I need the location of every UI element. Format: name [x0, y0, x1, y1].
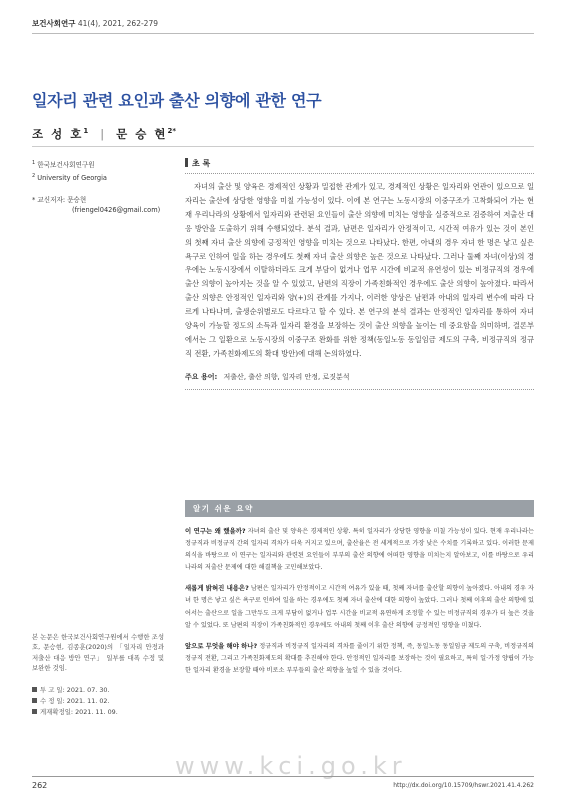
received-date: [32, 685, 164, 696]
easy-summary-heading: 알기 쉬운 요약: [185, 500, 534, 517]
kci-watermark: www.kci.go.kr: [175, 752, 407, 780]
received-label: 투 고 일:: [40, 686, 65, 695]
revised-date: [32, 696, 164, 707]
author-line: [32, 126, 176, 142]
affiliation-1-text: 한국보건사회연구원: [37, 161, 95, 170]
affiliation-1: [32, 158, 174, 170]
keywords-text: 저출산, 출산 의향, 일자리 안정, 로짓분석: [223, 372, 350, 381]
paper-title: 일자리 관련 요인과 출산 의향에 관한 연구: [32, 91, 322, 110]
easy-summary-paragraph-1: [185, 525, 534, 574]
journal-header: [32, 18, 158, 29]
page-number: 262: [32, 781, 48, 790]
square-bullet-icon: [32, 687, 37, 692]
easy-summary-paragraph-3: [185, 640, 534, 677]
easy-summary-paragraph-2: [185, 582, 534, 631]
keywords-label: 주요 용어:: [185, 372, 218, 381]
revised-label: 수 정 일:: [40, 697, 65, 706]
publication-dates: [32, 685, 164, 718]
corresponding-author: [32, 195, 174, 215]
header-divider: [32, 33, 534, 34]
paper-note: 본 논문은 한국보건사회연구원에서 수행한 조성호, 문승현, 김종훈(2020)의 「일자리 안정과 저출산 대응 방안 연구」 일부를 대폭 수정 및 보완한 것임.: [32, 633, 164, 672]
abstract-heading: [185, 158, 534, 174]
abstract-body: 자녀의 출산 및 양육은 경제적인 상황과 밀접한 관계가 있고, 경제적인 상황은 일자리와 연관이 있으므로 일자리는 출산에 상당한 영향을 미칠 가능성이 있다. 이에 본 연구는 노동시장의 이중구조가 고착화되어 가는 현재 우리나라의 상황에서 일자리와 관련된 요인들이 출산 의향에 미치는 영향을 실증적으로 검증하여 저출산 대응 방안을 도출하기 위해 수행되었다. 분석 결과, 남편은 일자리가 안정적이고, 시간적 여유가 있는 것이 본인의 첫째 자녀 출산 의향에 긍정적인 영향을 미치는 것으로 나타났다. 한편, 아내의 경우 자녀 한 명은 낳고 싶은 욕구로 인하여 일을 하는 경우에도 첫째 자녀 출산 의향은 높은 것으로 나타났다. 그러나 둘째 자녀(이상)의 경우에는 노동시장에서 이탈하더라도 크게 부담이 없거나 업무 시간에 비교적 유연성이 있는 비정규직의 경우에 출산 의향이 높아지는 것을 알 수 있었고, 남편의 직장이 가족친화적인 경우에도 출산 의향이 높아졌다. 따라서 출산 의향은 안정적인 일자리와 양(+)의 관계를 가지나, 이러한 양상은 남편과 아내의 일자리 변수에 따라 다르게 나타나며, 출생순위별로도 다르다고 할 수 있다. 본 연구의 분석 결과는 안정적인 일자리를 통하여 자녀 양육이 가능할 정도의 소득과 일자리 환경을 보장하는 것이 출산 의향을 높이는 데 중요함을 의미하며, 결론부에서는 그 일환으로 노동시장의 이중구조 완화를 위한 정책(동일노동 동일임금 제도의 구축, 비정규직의 정규직 전환, 가족친화제도의 확대 방안)에 대해 논의하였다.: [185, 182, 534, 358]
affiliation-2: [32, 171, 174, 183]
author-2-marker: 2*: [167, 127, 176, 136]
journal-name: 보건사회연구: [32, 19, 76, 28]
corresponding-author-label: * 교신저자: 문승현: [32, 196, 87, 205]
square-bullet-icon: [32, 709, 37, 714]
easy-summary-question-3: 앞으로 무엇을 해야 하나?: [185, 641, 258, 650]
easy-summary-answer-3: 정규직과 비정규직 일자리의 격차를 줄이기 위한 정책, 즉, 동일노동 동일임금 제도의 구축, 비정규직의 정규직 전환, 그리고 가족친화제도의 확대를 추진해야 한다. 안정적인 일자리를 보장하는 것이 필요하고, 특히 일·가정 양립이 가능한 일자리 환경을 보장할 때야 비로소 부부들의 출산 의향을 높일 수 있을 것이다.: [185, 642, 535, 674]
doi-link[interactable]: http://dx.doi.org/10.15709/hswr.2021.41.4.262: [393, 782, 534, 789]
square-bullet-icon: [32, 698, 37, 703]
publication-info: [32, 632, 164, 718]
heading-bar-icon: [185, 158, 188, 167]
journal-citation: 41(4), 2021, 262-279: [77, 19, 159, 28]
received-value: 2021. 07. 30.: [66, 686, 110, 695]
author-1: 조 성 호: [32, 127, 84, 141]
accepted-date: [32, 707, 164, 718]
accepted-label: 게재확정일:: [40, 708, 74, 717]
easy-summary-answer-1: 자녀의 출산 및 양육은 경제적인 상황. 특히 일자리가 상당한 영향을 미칠 가능성이 있다. 현재 우리나라는 정규직과 비정규직 간의 일자리 격차가 더욱 커지고 있으며, 출산율은 전 세계적으로 가장 낮은 수치를 기록하고 있다. 이러한 문제의식을 바탕으로 이 연구는 일자리와 관련된 요인들이 부부의 출산 의향에 어떠한 영향을 미치는지 알아보고, 이를 바탕으로 우리나라의 저출산 문제에 대한 해결책을 고민해보았다.: [185, 528, 534, 572]
abstract-section: [185, 158, 534, 390]
abstract-heading-text: 초 록: [192, 159, 211, 168]
corresponding-author-email[interactable]: (friengel0426@gmail.com): [72, 206, 161, 215]
affiliations-column: [32, 158, 174, 215]
accepted-value: 2021. 11. 09.: [75, 708, 118, 717]
author-divider: [32, 146, 534, 147]
affiliation-2-text: University of Georgia: [37, 174, 107, 183]
revised-value: 2021. 11. 02.: [66, 697, 110, 706]
author-separator: |: [100, 127, 105, 141]
easy-summary-answer-2: 남편은 일자리가 안정적이고 시간적 여유가 있을 때, 첫째 자녀를 출산할 의향이 높아졌다. 아내의 경우 자녀 한 명은 낳고 싶은 욕구로 인하여 일을 하는 경우에도 첫째 자녀 출산에 대한 의향이 높았다. 그러나 첫째 이후의 출산 의향에 있어서는 출산으로 일을 그만두도 크게 부담이 없거나 업무 시간을 비교적 유연하게 조정할 수 있는 비정규직의 경우가 더 높은 것을 알 수 있었다. 또 남편의 직장이 가족친화적인 경우에도 아내의 첫째 이후 출산 의향에 긍정적인 영향을 미쳤다.: [185, 585, 534, 629]
footer-divider: [32, 776, 534, 777]
easy-summary-question-1: 이 연구는 왜 했을까?: [185, 527, 246, 535]
affiliation-2-marker: 2: [32, 173, 36, 180]
easy-summary-question-2: 새롭게 밝혀진 내용은?: [185, 584, 249, 593]
easy-summary-section: [185, 500, 534, 677]
author-2: 문 승 현: [116, 127, 168, 141]
keywords: [185, 372, 534, 390]
author-1-marker: 1: [83, 127, 89, 136]
affiliation-1-marker: 1: [32, 160, 36, 166]
